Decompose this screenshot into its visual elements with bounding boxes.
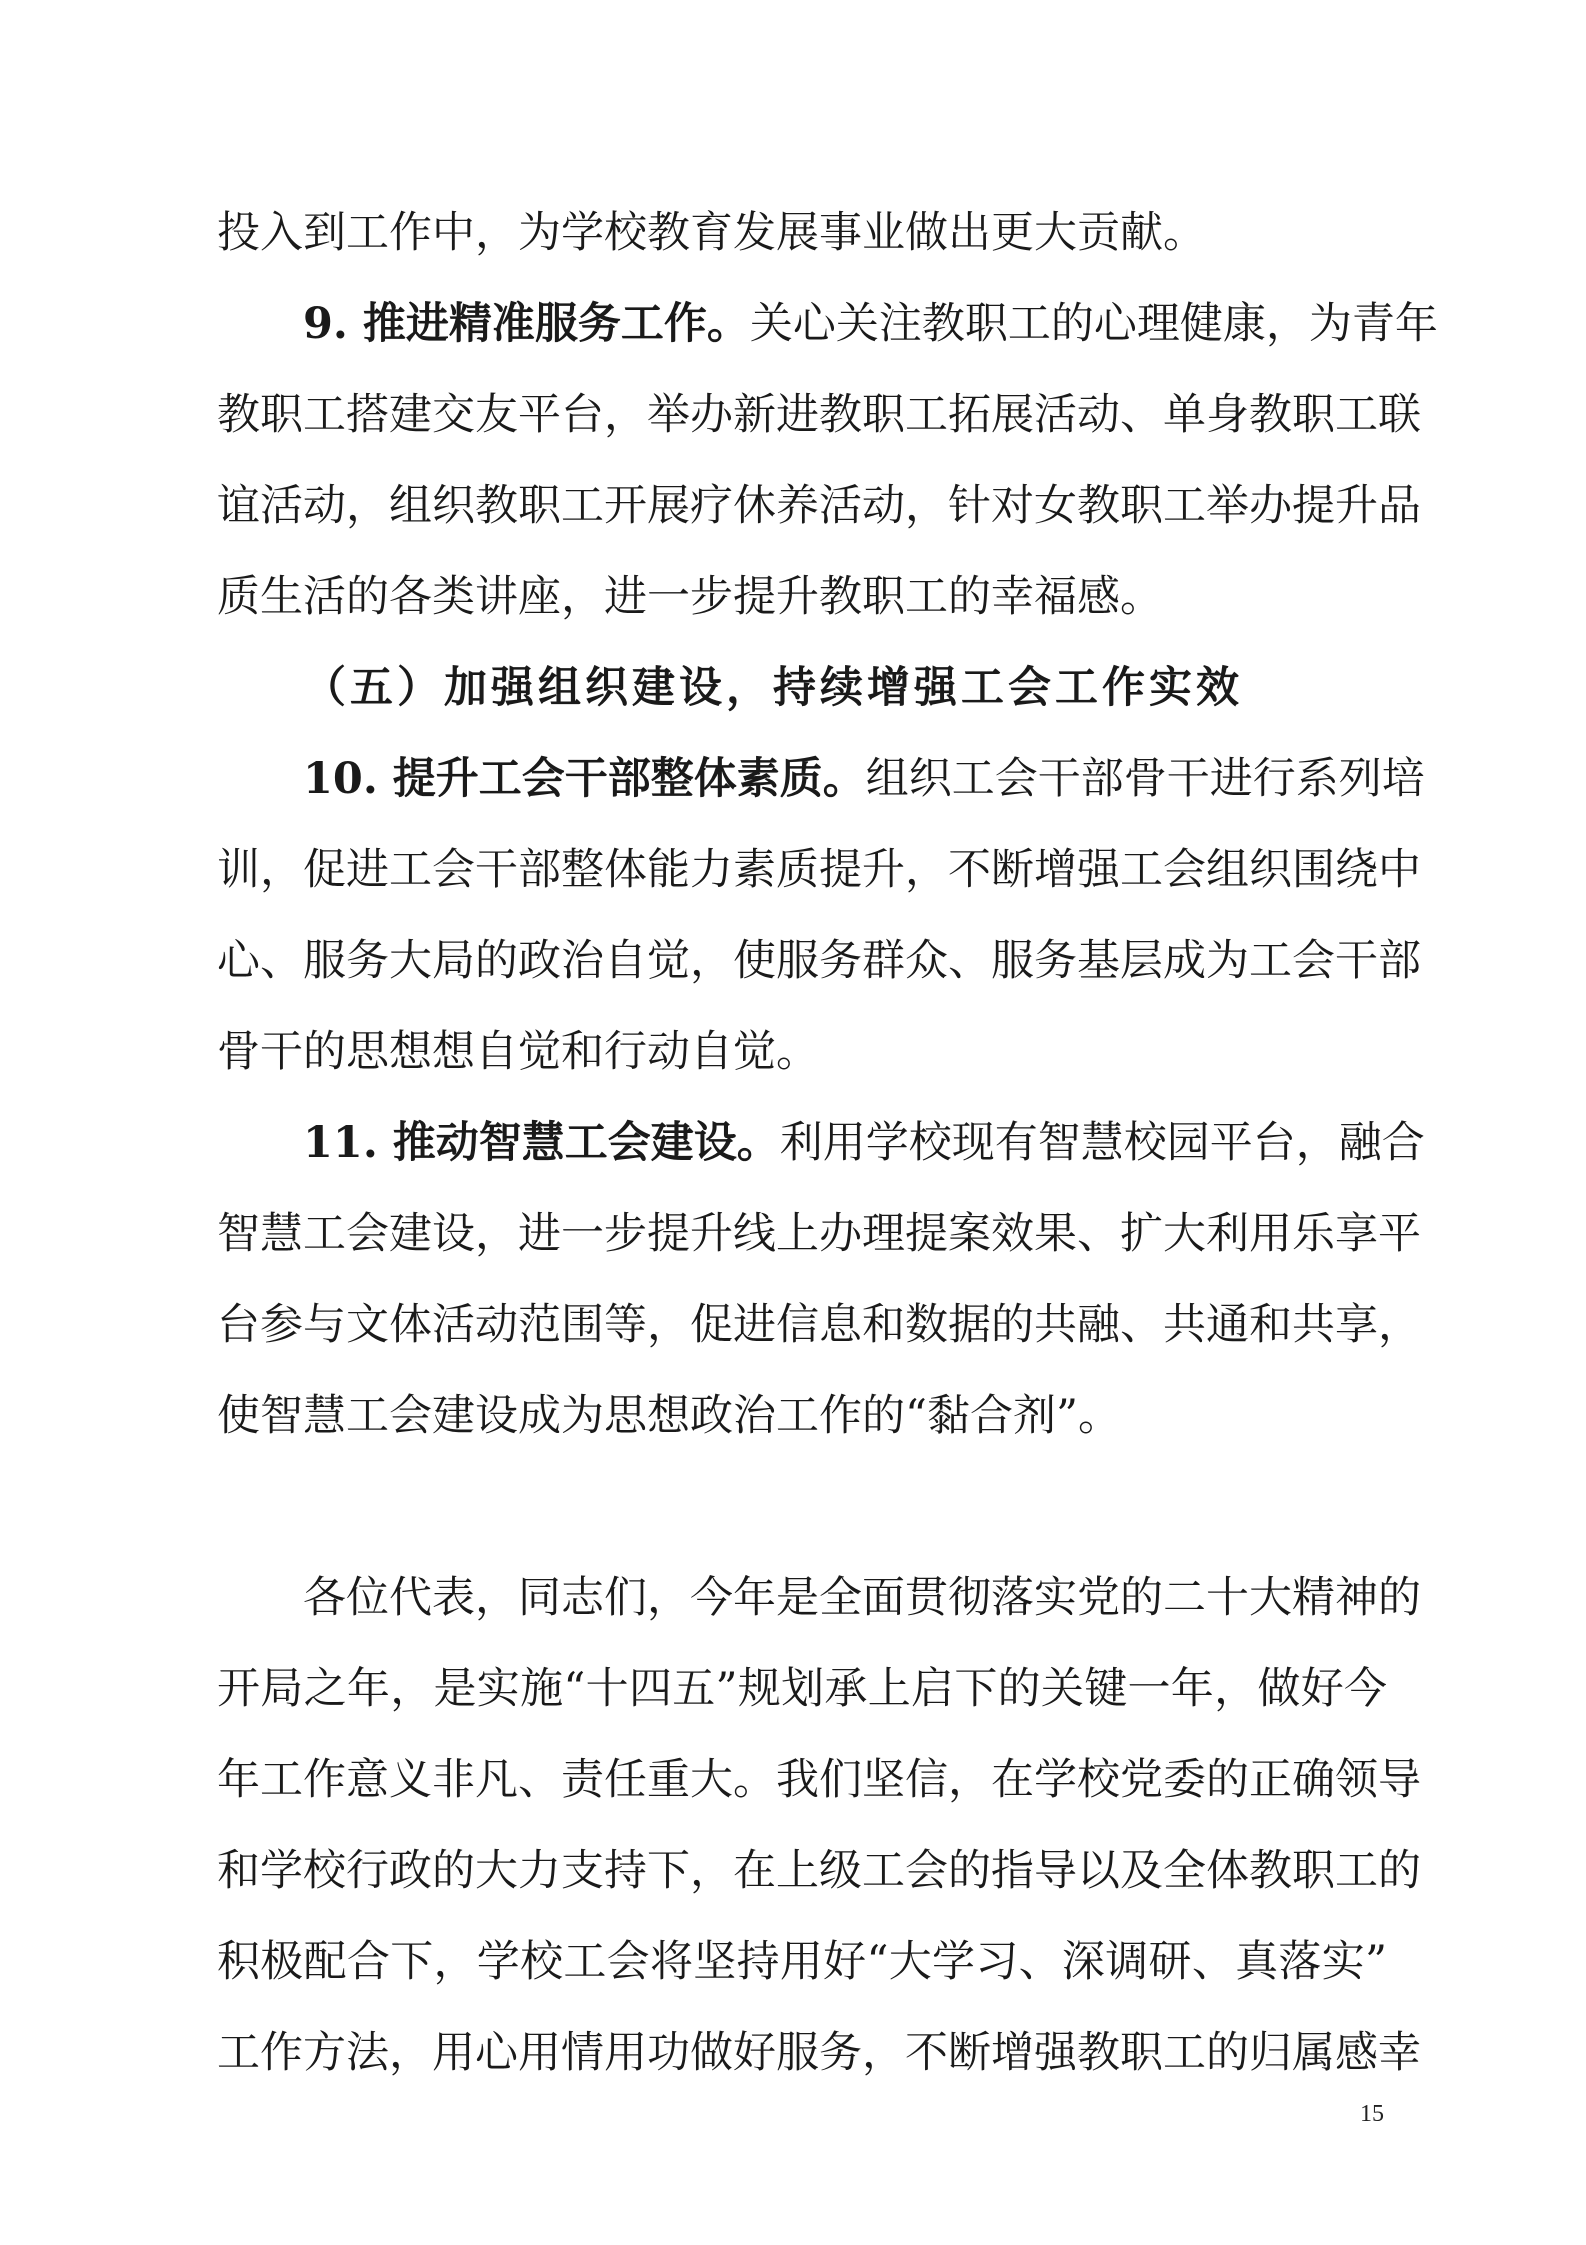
paragraph-line: 投入到工作中，为学校教育发展事业做出更大贡献。 (217, 208, 1206, 258)
item-9-text: 关心关注教职工的心理健康，为青年 (749, 299, 1438, 349)
paragraph-line: 年工作意义非凡、责任重大。我们坚信，在学校党委的正确领导 (217, 1755, 1421, 1805)
paragraph-line: 使智慧工会建设成为思想政治工作的“黏合剂”。 (217, 1391, 1121, 1441)
item-11-first-line (217, 1117, 1425, 1169)
closing-first-line: 各位代表，同志们，今年是全面贯彻落实党的二十大精神的 (303, 1573, 1421, 1623)
paragraph-line: 工作方法，用心用情用功做好服务，不断增强教职工的归属感幸 (217, 2028, 1421, 2078)
item-10-text: 组织工会干部骨干进行系列培 (865, 754, 1425, 804)
paragraph-line: 质生活的各类讲座，进一步提升教职工的幸福感。 (217, 572, 1163, 622)
paragraph-line: 和学校行政的大力支持下，在上级工会的指导以及全体教职工的 (217, 1846, 1421, 1896)
item-9-first-line (217, 298, 1438, 350)
paragraph-line: 心、服务大局的政治自觉，使服务群众、服务基层成为工会干部 (217, 936, 1421, 986)
paragraph-line: 积极配合下，学校工会将坚持用好“大学习、深调研、真落实” (217, 1937, 1387, 1987)
item-9-title: 9. 推进精准服务工作。 (303, 299, 750, 349)
item-11-text: 利用学校现有智慧校园平台，融合 (779, 1118, 1425, 1168)
paragraph-line: 谊活动，组织教职工开展疗休养活动，针对女教职工举办提升品 (217, 481, 1421, 531)
item-10-first-line (217, 753, 1425, 805)
page-number: 15 (1360, 2101, 1384, 2127)
paragraph-line: 训，促进工会干部整体能力素质提升，不断增强工会组织围绕中 (217, 845, 1421, 895)
paragraph-line: 台参与文体活动范围等，促进信息和数据的共融、共通和共享， (217, 1300, 1421, 1350)
section-heading: （五）加强组织建设，持续增强工会工作实效 (303, 663, 1243, 713)
paragraph-line: 开局之年，是实施“十四五”规划承上启下的关键一年，做好今 (217, 1664, 1387, 1714)
item-11-title: 11. 推动智慧工会建设。 (303, 1118, 780, 1168)
paragraph-line: 智慧工会建设，进一步提升线上办理提案效果、扩大利用乐享平 (217, 1209, 1421, 1259)
paragraph-line: 骨干的思想想自觉和行动自觉。 (217, 1027, 819, 1077)
paragraph-line: 教职工搭建交友平台，举办新进教职工拓展活动、单身教职工联 (217, 390, 1421, 440)
item-10-title: 10. 提升工会干部整体素质。 (303, 754, 866, 804)
